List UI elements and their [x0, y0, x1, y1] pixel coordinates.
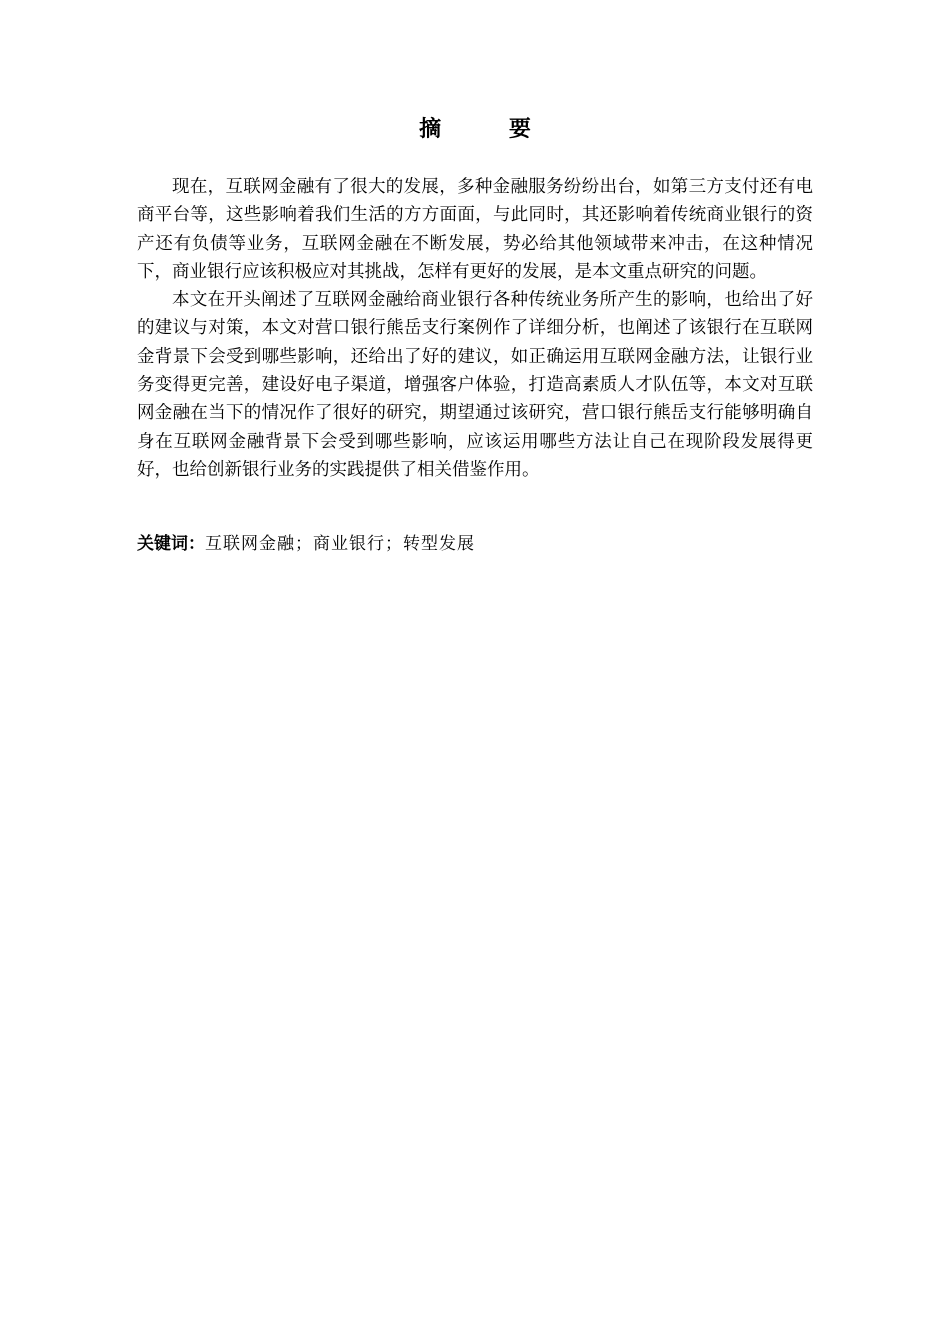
- keywords-label: 关键词：: [137, 534, 205, 554]
- abstract-paragraph-1: 现在，互联网金融有了很大的发展，多种金融服务纷纷出台，如第三方支付还有电商平台等，这些影响着我们生活的方方面面，与此同时，其还影响着传统商业银行的资产还有负债等业务，互联网金融在不断发展，势必给其他领域带来冲击，在这种情况下，商业银行应该积极应对其挑战，怎样有更好的发展，是本文重点研究的问题。: [137, 177, 813, 282]
- abstract-paragraph-2: 本文在开头阐述了互联网金融给商业银行各种传统业务所产生的影响，也给出了好的建议与对策，本文对营口银行熊岳支行案例作了详细分析，也阐述了该银行在互联网金背景下会受到哪些影响，还给出了好的建议，如正确运用互联网金融方法，让银行业务变得更完善，建设好电子渠道，增强客户体验，打造高素质人才队伍等，本文对互联网金融在当下的情况作了很好的研究，期望通过该研究，营口银行熊岳支行能够明确自身在互联网金融背景下会受到哪些影响，应该运用哪些方法让自己在现阶段发展得更好，也给创新银行业务的实践提供了相关借鉴作用。: [137, 290, 813, 480]
- abstract-body: [137, 173, 813, 484]
- page-title: 摘 要: [419, 117, 561, 142]
- keywords-values: 互联网金融；商业银行；转型发展: [205, 534, 475, 554]
- keywords-line: [137, 530, 813, 558]
